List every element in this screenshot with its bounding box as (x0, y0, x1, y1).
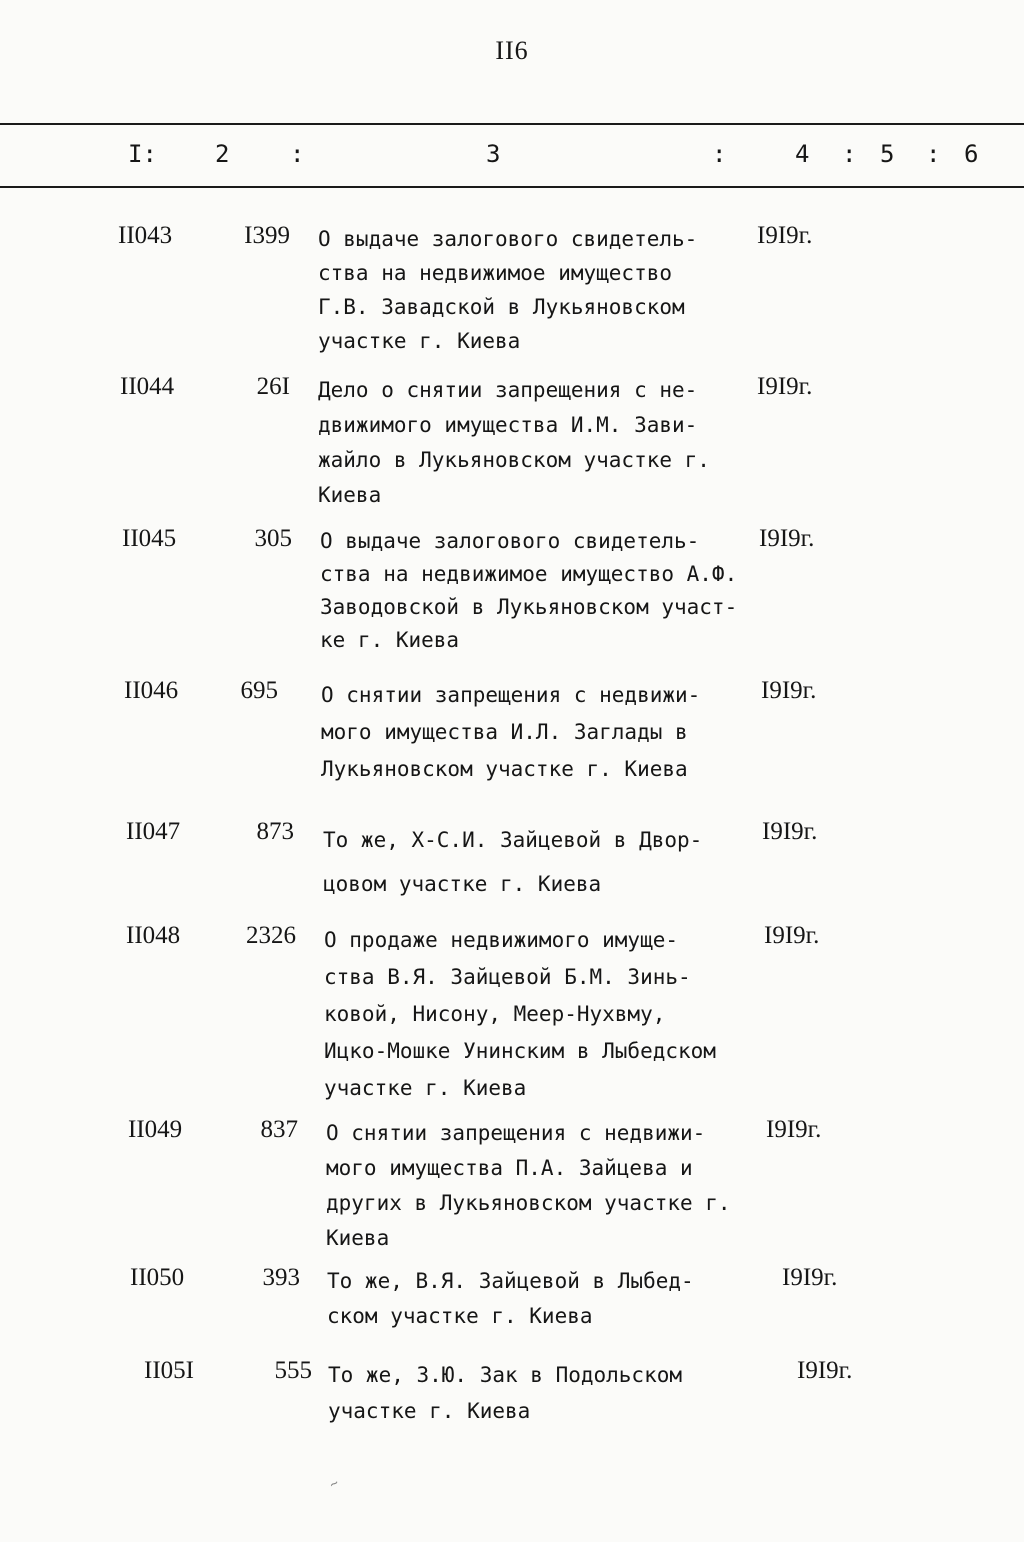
record-number: II043 (118, 222, 173, 249)
record-sheets: 837 (260, 1116, 298, 1143)
col-2-label: 2 (215, 140, 230, 168)
col-separator: : (290, 140, 305, 168)
record-title-line: мого имущества И.Л. Заглады в (321, 720, 688, 744)
record-title (318, 222, 758, 358)
record-title (323, 818, 763, 906)
col-separator: : (842, 140, 857, 168)
record-title-line: Ицко-Мошке Унинским в Лыбедском (324, 1039, 716, 1063)
record-sheets: 305 (254, 525, 292, 552)
record-title (321, 677, 761, 788)
record-number: II046 (124, 677, 179, 704)
record-title-line: ства на недвижимое имущество А.Ф. (320, 562, 738, 586)
record-sheets: 555 (274, 1357, 312, 1384)
record-title-line: жайло в Лукьяновском участке г. (318, 448, 710, 472)
record-year: I9I9г. (761, 677, 817, 704)
record-title-line: О продаже недвижимого имуще- (324, 928, 679, 952)
record-sheets: 695 (240, 677, 278, 704)
record-year: I9I9г. (782, 1264, 838, 1291)
record-title-line: ковой, Нисону, Меер-Нухвму, (324, 1002, 666, 1026)
col-separator: : (926, 140, 941, 168)
record-title (324, 922, 764, 1107)
record-title (326, 1116, 766, 1256)
record-year: I9I9г. (764, 922, 820, 949)
header-rule-top (0, 123, 1024, 125)
record-year: I9I9г. (766, 1116, 822, 1143)
record-title-line: ке г. Киева (320, 628, 460, 652)
record-number: II050 (130, 1264, 185, 1291)
record-title-line: То же, В.Я. Зайцевой в Лыбед- (327, 1269, 694, 1293)
record-title-line: участке г. Киева (328, 1399, 531, 1423)
col-1-label: I: (128, 140, 157, 168)
record-title-line: Заводовской в Лукьяновском участ- (320, 595, 738, 619)
page-number: II6 (495, 36, 529, 65)
record-title (318, 373, 758, 513)
record-title-line: ства В.Я. Зайцевой Б.М. Зинь- (324, 965, 691, 989)
record-title-line: О выдаче залогового свидетель- (318, 227, 698, 251)
record-year: I9I9г. (757, 373, 813, 400)
record-sheets: 26I (256, 373, 290, 400)
record-title (327, 1264, 767, 1334)
scribble-mark: ~ (326, 1474, 342, 1494)
record-number: II05I (144, 1357, 194, 1384)
record-number: II048 (126, 922, 181, 949)
record-title-line: участке г. Киева (324, 1076, 527, 1100)
record-title-line: О снятии запрещения с недвижи- (321, 683, 701, 707)
record-number: II044 (120, 373, 175, 400)
header-rule-bottom (0, 186, 1024, 188)
record-title-line: Киева (318, 483, 382, 507)
record-year: I9I9г. (762, 818, 818, 845)
record-title-line: Г.В. Завадской в Лукьяновском (318, 295, 685, 319)
record-title-line: других в Лукьяновском участке г. (326, 1191, 731, 1215)
record-sheets: I399 (244, 222, 290, 249)
record-title-line: О выдаче залогового свидетель- (320, 529, 700, 553)
record-title-line: ском участке г. Киева (327, 1304, 593, 1328)
record-title (320, 525, 760, 657)
record-title-line: движимого имущества И.М. Зави- (318, 413, 698, 437)
record-year: I9I9г. (797, 1357, 853, 1384)
record-title-line: То же, Х-С.И. Зайцевой в Двор- (323, 828, 703, 852)
record-sheets: 873 (256, 818, 294, 845)
record-year: I9I9г. (757, 222, 813, 249)
record-number: II045 (122, 525, 177, 552)
col-6-label: 6 (964, 140, 979, 168)
record-title (328, 1357, 768, 1429)
record-number: II049 (128, 1116, 183, 1143)
record-number: II047 (126, 818, 181, 845)
col-5-label: 5 (880, 140, 895, 168)
record-title-line: участке г. Киева (318, 329, 521, 353)
record-sheets: 2326 (246, 922, 296, 949)
record-title-line: То же, З.Ю. Зак в Подольском (328, 1363, 683, 1387)
record-title-line: Дело о снятии запрещения с не- (318, 378, 698, 402)
record-title-line: цовом участке г. Киева (323, 872, 602, 896)
record-title-line: О снятии запрещения с недвижи- (326, 1121, 706, 1145)
record-title-line: Киева (326, 1226, 390, 1250)
col-3-label: 3 (486, 140, 501, 168)
record-title-line: ства на недвижимое имущество (318, 261, 673, 285)
record-title-line: Лукьяновском участке г. Киева (321, 757, 688, 781)
col-4-label: 4 (795, 140, 810, 168)
record-sheets: 393 (262, 1264, 300, 1291)
record-year: I9I9г. (759, 525, 815, 552)
record-title-line: мого имущества П.А. Зайцева и (326, 1156, 693, 1180)
col-separator: : (712, 140, 727, 168)
